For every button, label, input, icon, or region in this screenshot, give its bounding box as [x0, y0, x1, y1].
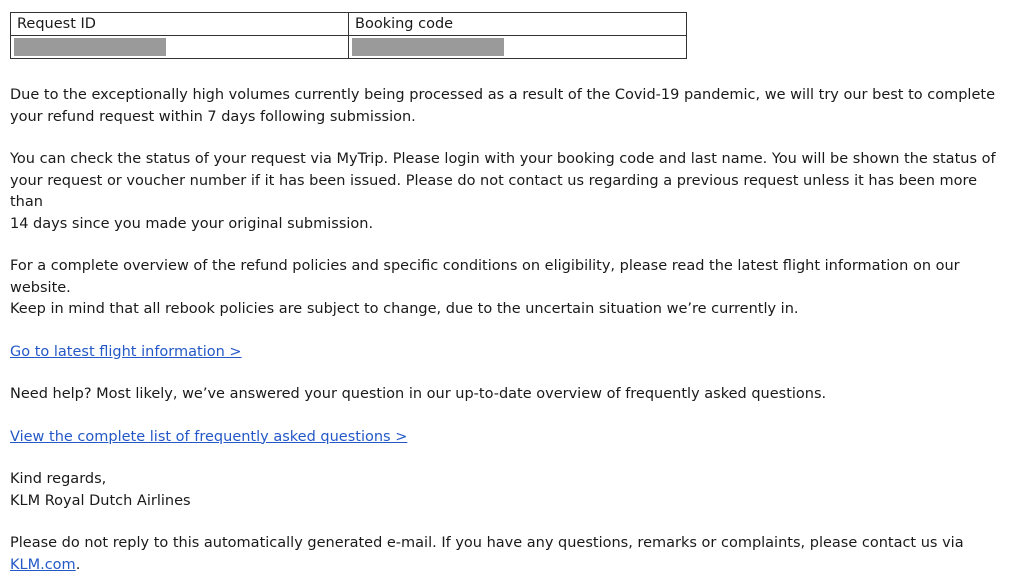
flight-information-link[interactable]: Go to latest flight information >	[10, 343, 242, 360]
paragraph-help: Need help? Most likely, we’ve answered your question in our up-to-date overview of frequently asked questions.	[10, 386, 827, 402]
footer-period: .	[75, 556, 81, 573]
paragraph-flight-info-link	[10, 342, 1010, 364]
table-row	[11, 36, 687, 59]
header-request-id: Request ID	[11, 13, 349, 36]
paragraph-status-check	[10, 149, 1010, 235]
p3-line1: For a complete overview of the refund policies and specific conditions on eligibility, please read the latest flight information on our website.	[10, 258, 960, 296]
table-header-row	[11, 13, 687, 36]
signoff-company: KLM Royal Dutch Airlines	[10, 492, 191, 509]
signoff-greeting: Kind regards,	[10, 471, 107, 487]
p2-line3: 14 days since you made your original submission.	[10, 215, 374, 232]
faq-link[interactable]: View the complete list of frequently asked questions >	[10, 428, 408, 445]
p2-line1: You can check the status of your request via MyTrip. Please login with your booking code and last name. You will be shown the status of	[10, 151, 996, 167]
paragraph-faq-link	[10, 427, 1010, 449]
signoff	[10, 469, 1010, 512]
p3-line2: Keep in mind that all rebook policies are subject to change, due to the uncertain situation we’re currently in.	[10, 301, 799, 317]
cell-request-id	[11, 36, 349, 59]
header-booking-code: Booking code	[349, 13, 687, 36]
klm-website-link[interactable]: KLM.com	[10, 556, 76, 573]
p1-line2: your refund request within 7 days following submission.	[10, 108, 416, 125]
paragraph-footer	[10, 533, 1010, 576]
email-body	[10, 12, 1010, 576]
paragraph-refund-policies	[10, 256, 1010, 321]
p2-line2: your request or voucher number if it has been issued. Please do not contact us regarding a previous request unless it has been more than	[10, 172, 978, 210]
redacted-booking-code	[352, 38, 504, 56]
paragraph-processing-notice	[10, 85, 1010, 128]
footer-text: Please do not reply to this automatically generated e-mail. If you have any questions, remarks or complaints, please contact us via	[10, 535, 964, 551]
redacted-request-id	[14, 38, 166, 56]
request-info-table	[10, 12, 687, 59]
p1-line1: Due to the exceptionally high volumes currently being processed as a result of the Covid-19 pandemic, we will try our best to complete	[10, 87, 995, 103]
cell-booking-code	[349, 36, 687, 59]
